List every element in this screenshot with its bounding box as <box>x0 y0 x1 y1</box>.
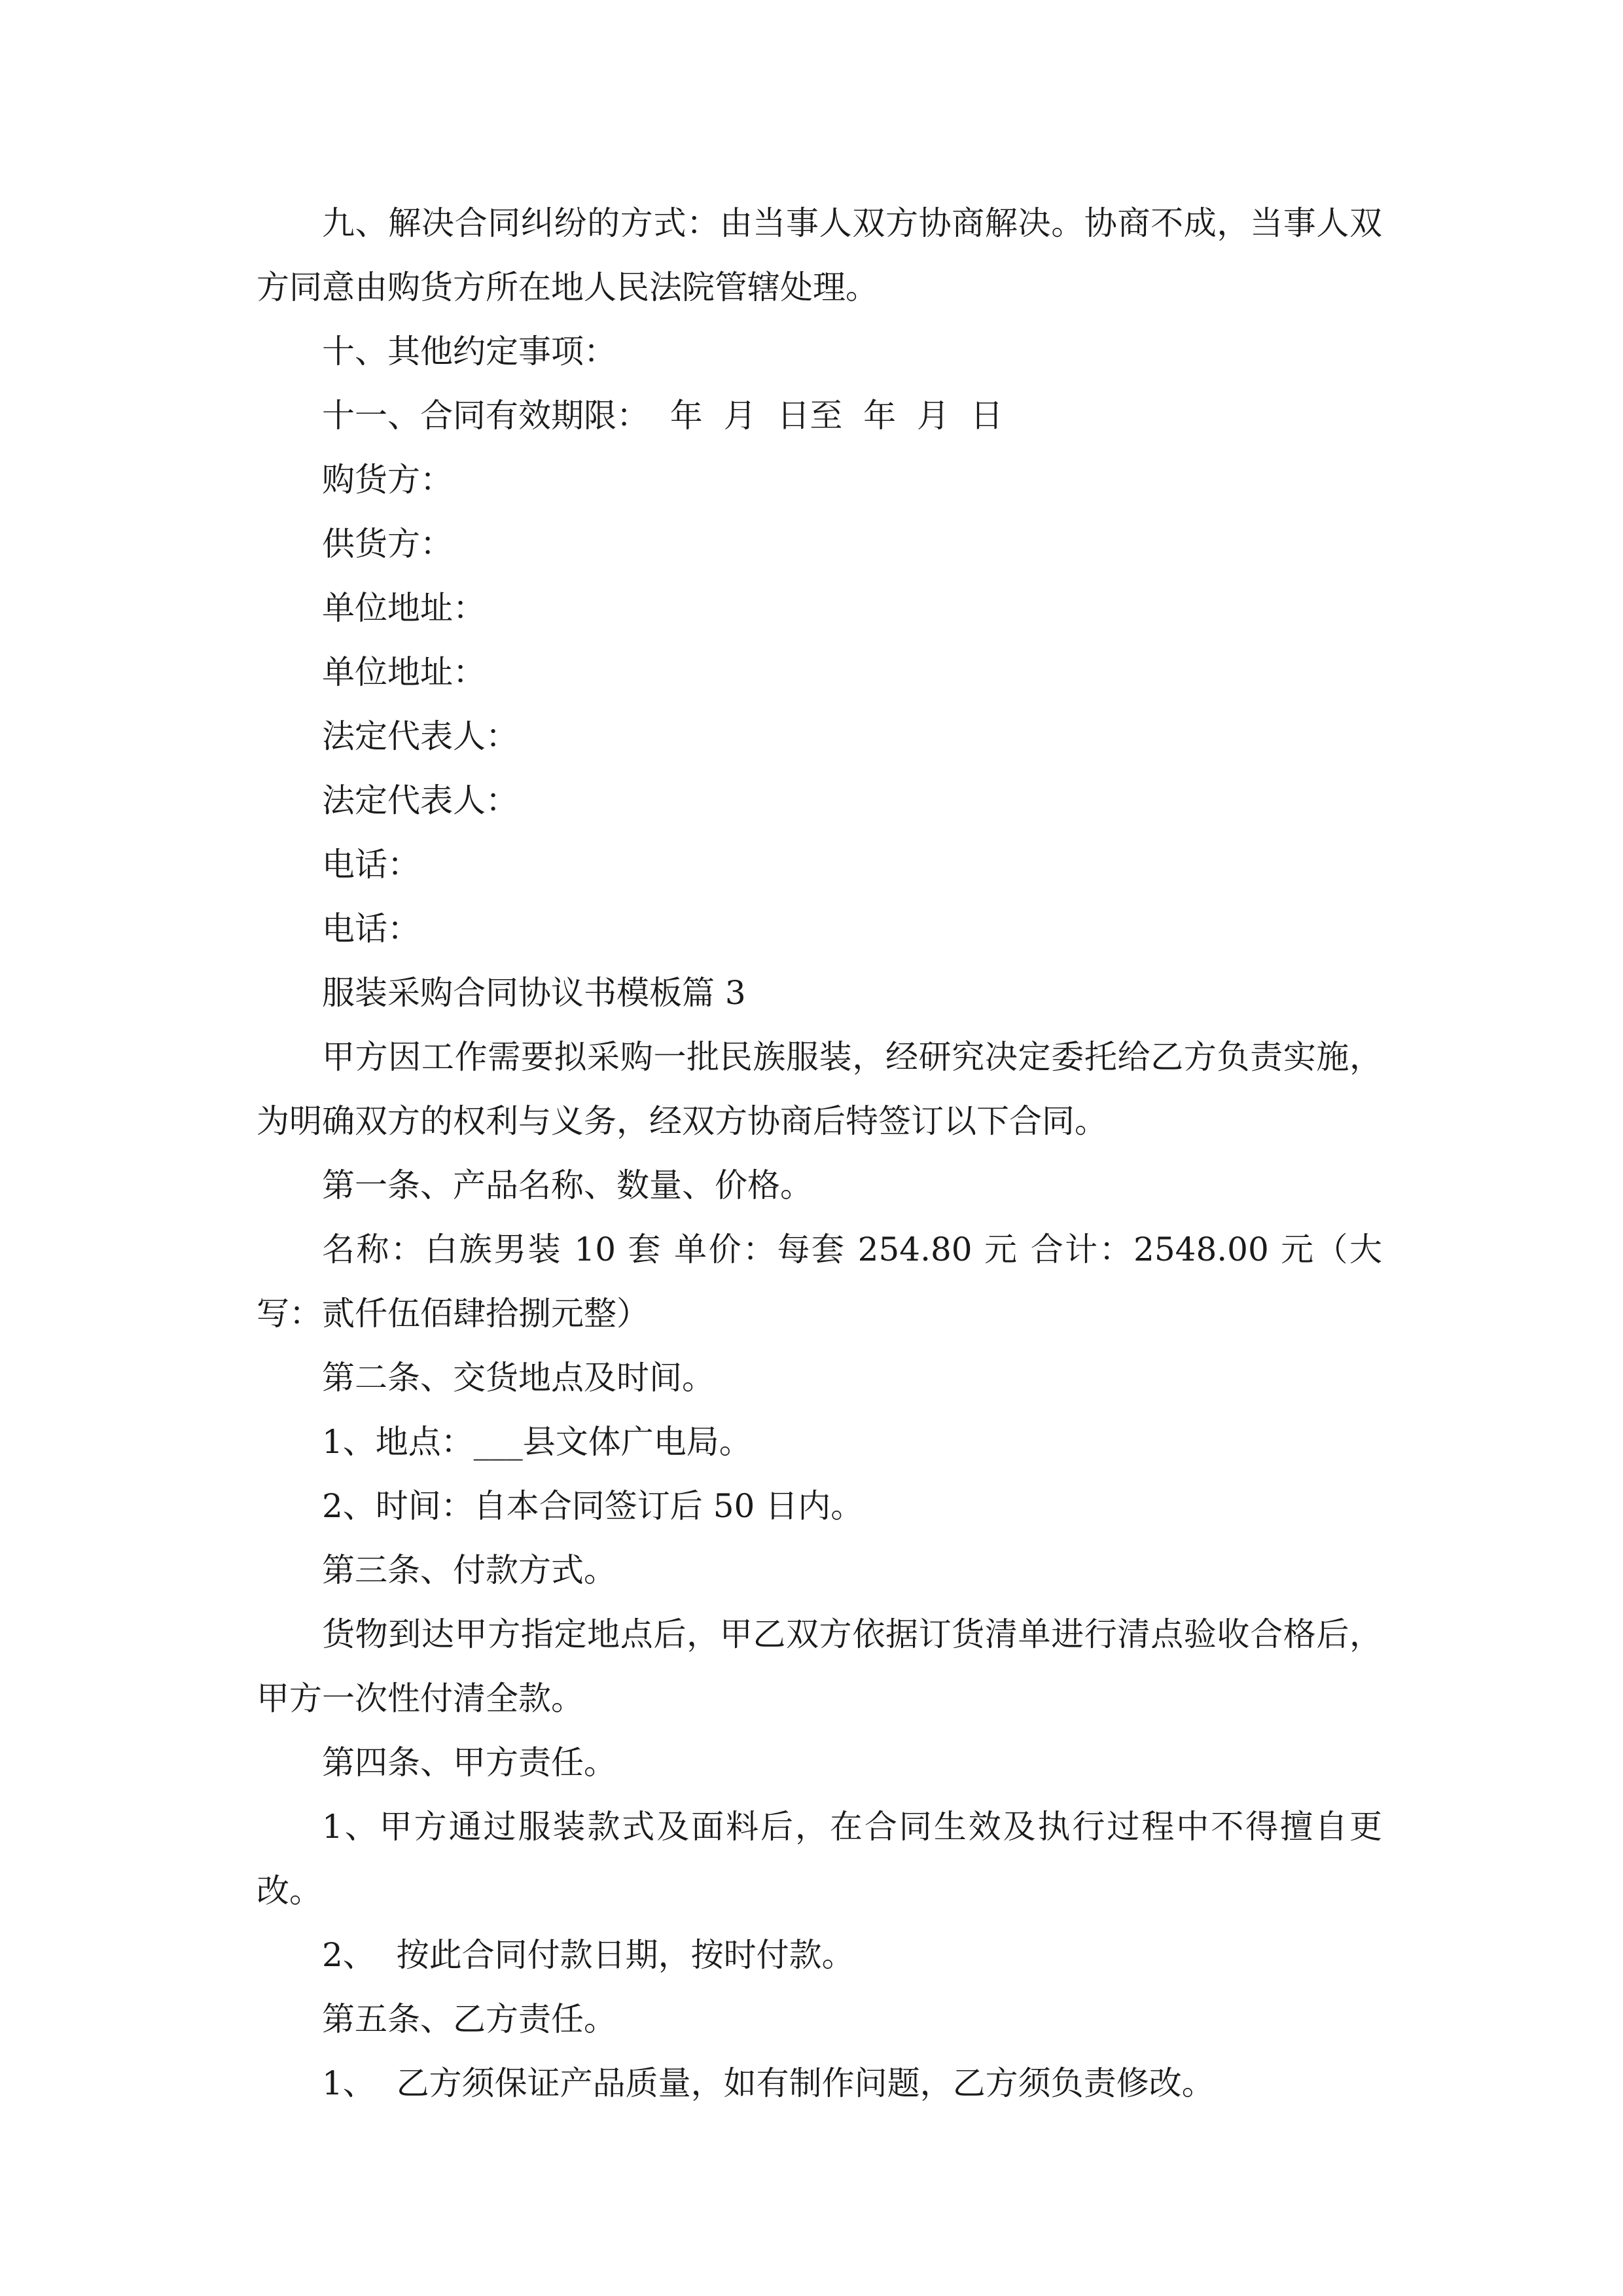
article-four-heading: 第四条、甲方责任。 <box>322 1744 616 1782</box>
delivery-location-item: 1、地点：___县文体广电局。 <box>322 1423 752 1461</box>
product-name-price-line: 名称：白族男装 10 套 单价：每套 254.80 元 合计：2548.00 元（大写：贰仟伍佰肆拾捌元整） <box>257 1230 1382 1333</box>
article-one-heading: 第一条、产品名称、数量、价格。 <box>322 1166 813 1204</box>
supplier-phone-label: 电话： <box>322 910 420 948</box>
buyer-phone-label: 电话： <box>322 846 420 884</box>
intro-paragraph: 甲方因工作需要拟采购一批民族服装，经研究决定委托给乙方负责实施，为明确双方的权利与义务，经双方协商后特签订以下合同。 <box>257 1038 1382 1140</box>
article-three-heading: 第三条、付款方式。 <box>322 1551 616 1589</box>
section-heading-template-3: 服装采购合同协议书模板篇 3 <box>322 974 746 1012</box>
supplier-legal-representative-label: 法定代表人： <box>322 781 518 819</box>
buyer-legal-representative-label: 法定代表人： <box>322 717 518 755</box>
buyer-label: 购货方： <box>322 461 453 499</box>
supplier-label: 供货方： <box>322 525 453 563</box>
payment-method-paragraph: 货物到达甲方指定地点后，甲乙双方依据订货清单进行清点验收合格后，甲方一次性付清全款。 <box>257 1615 1382 1717</box>
party-a-responsibility-item-2: 2、 按此合同付款日期，按时付款。 <box>322 1936 855 1974</box>
delivery-time-item: 2、时间：自本合同签订后 50 日内。 <box>322 1487 864 1525</box>
article-five-heading: 第五条、乙方责任。 <box>322 2000 616 2038</box>
party-b-responsibility-item-1: 1、 乙方须保证产品质量，如有制作问题，乙方须负责修改。 <box>322 2064 1215 2102</box>
clause-ten-other-matters: 十、其他约定事项： <box>322 332 616 370</box>
party-a-responsibility-item-1: 1、甲方通过服装款式及面料后，在合同生效及执行过程中不得擅自更改。 <box>257 1808 1382 1910</box>
clause-nine-dispute-resolution: 九、解决合同纠纷的方式：由当事人双方协商解决。协商不成，当事人双方同意由购货方所在地人民法院管辖处理。 <box>257 204 1382 306</box>
buyer-address-label: 单位地址： <box>322 589 486 627</box>
article-two-heading: 第二条、交货地点及时间。 <box>322 1359 715 1397</box>
document-body <box>257 191 1382 2115</box>
clause-eleven-validity-period: 十一、合同有效期限： 年 月 日至 年 月 日 <box>322 397 1003 435</box>
supplier-address-label: 单位地址： <box>322 653 486 691</box>
